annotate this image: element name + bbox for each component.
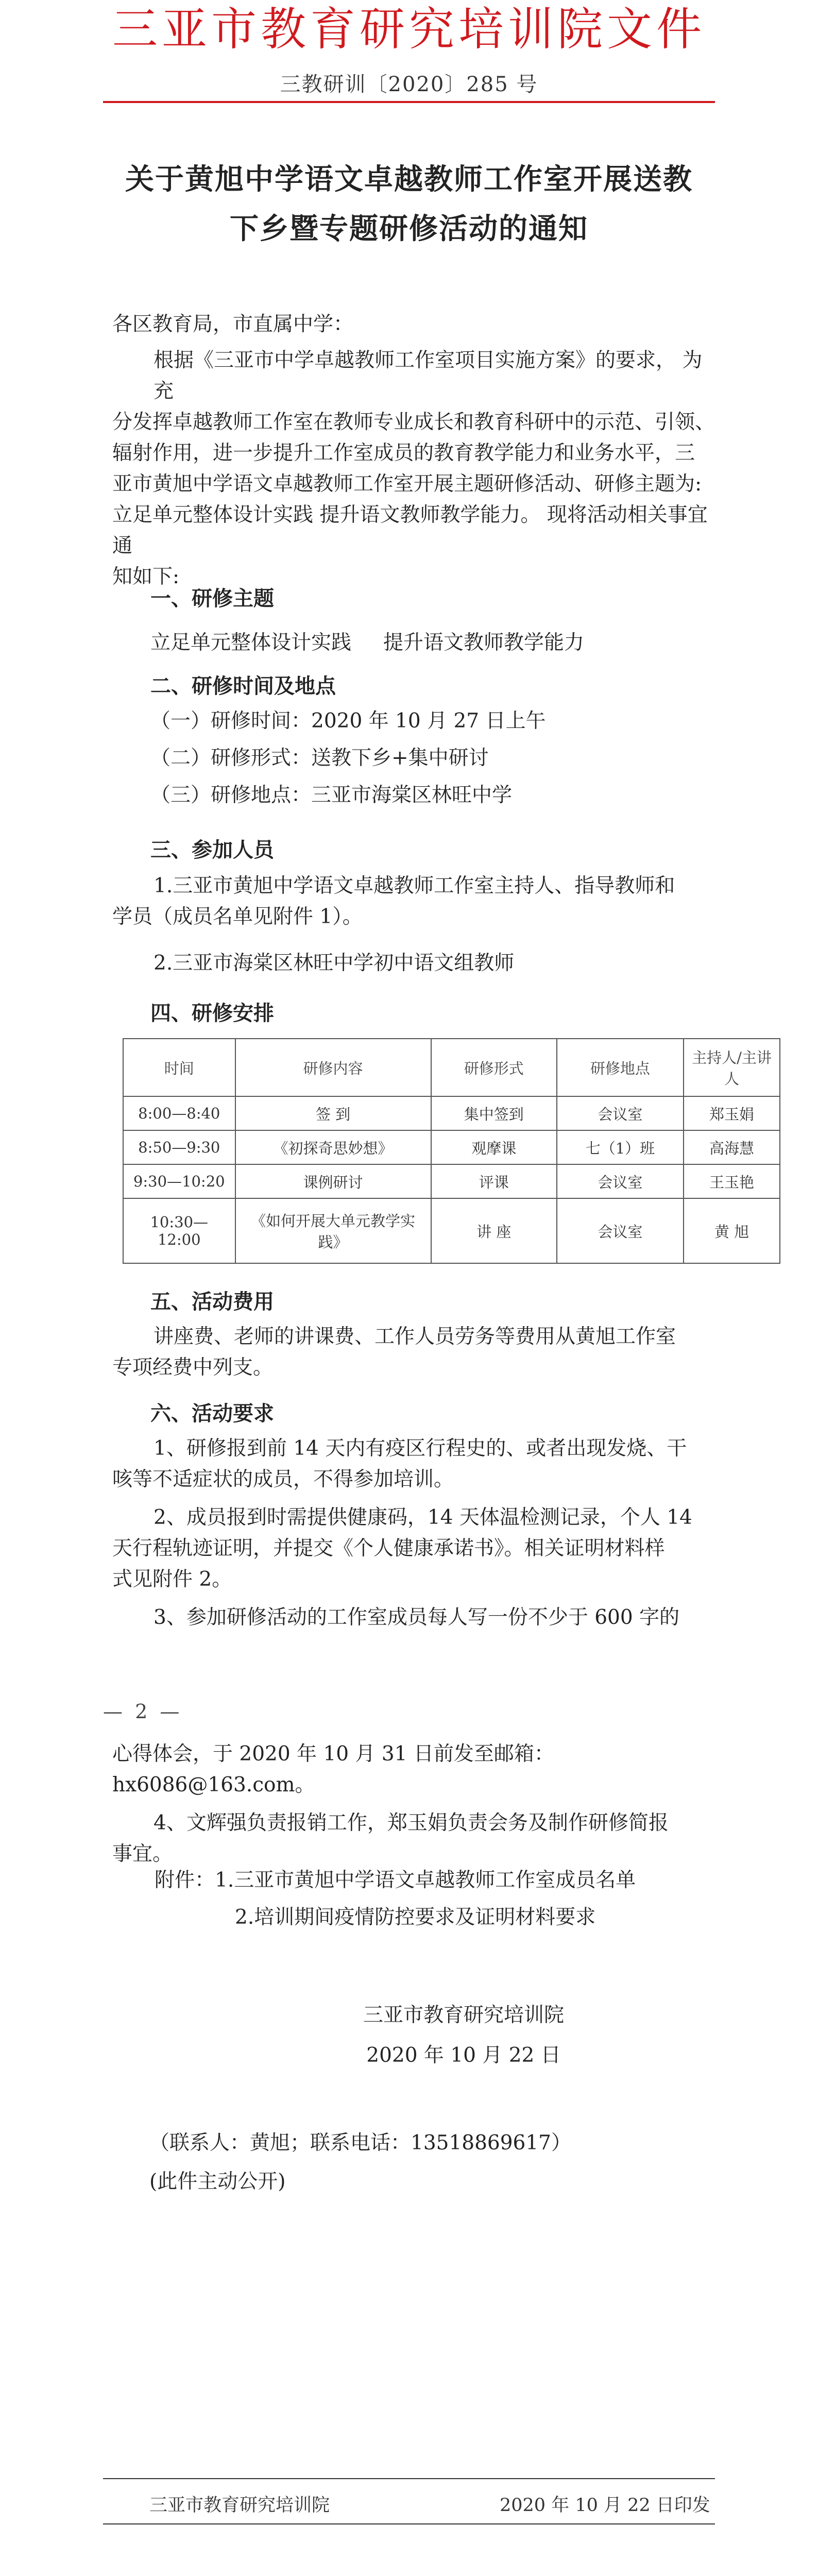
cell-form: 评课 (431, 1164, 557, 1198)
salutation: 各区教育局，市直属中学： (112, 313, 354, 336)
cell-host: 高海慧 (684, 1130, 780, 1164)
requirement-1-line1: 1、研修报到前 14 天内有疫区行程史的、或者出现发烧、干 (154, 1437, 687, 1460)
intro-line: 分发挥卓越教师工作室在教师专业成长和教育科研中的示范、引领、 (112, 411, 715, 434)
footer-bottom-line (103, 2523, 715, 2524)
table-row (123, 1164, 780, 1198)
requirements-paragraph (112, 1433, 715, 1633)
fees-paragraph (112, 1321, 715, 1383)
schedule-table (123, 1038, 780, 1264)
contact-info: （联系人：黄旭；联系电话：13518869617） (149, 2131, 571, 2155)
cell-content: 签 到 (235, 1096, 431, 1130)
footer-issuer: 三亚市教育研究培训院 (149, 2495, 330, 2516)
intro-line: 根据《三亚市中学卓越教师工作室项目实施方案》的要求， 为充 (154, 349, 703, 403)
schedule-header-row (123, 1039, 780, 1096)
intro-line: 辐射作用，进一步提升工作室成员的教育教学能力和业务水平，三 (112, 442, 695, 465)
requirement-3-line2: 心得体会，于 2020 年 10 月 31 日前发至邮箱：hx6086@163.com。 (112, 1742, 554, 1797)
requirement-4-line2: 事宜。 (112, 1842, 173, 1866)
footer-top-line (103, 2478, 715, 2479)
header-divider (103, 101, 715, 103)
topic-text: 立足单元整体设计实践 提升语文教师教学能力 (150, 631, 584, 654)
requirements-continued (112, 1739, 715, 1870)
table-row (123, 1096, 780, 1130)
intro-line: 立足单元整体设计实践 提升语文教师教学能力。 现将活动相关事宜通 (112, 503, 708, 557)
form-item: （二）研修形式：送教下乡+集中研讨 (150, 747, 489, 770)
cell-time: 8:00—8:40 (123, 1096, 235, 1130)
attachment-item-2: 2.培训期间疫情防控要求及证明材料要求 (235, 1906, 596, 1929)
table-row (123, 1198, 780, 1263)
cell-time: 9:30—10:20 (123, 1164, 235, 1198)
cell-time: 8:50—9:30 (123, 1130, 235, 1164)
place-item: （三）研修地点：三亚市海棠区林旺中学 (150, 784, 513, 807)
requirement-2-line1: 2、成员报到时需提供健康码，14 天体温检测记录，个人 14 (154, 1506, 692, 1529)
intro-paragraph (112, 345, 715, 592)
participant-item-2: 2.三亚市海棠区林旺中学初中语文组教师 (154, 952, 515, 975)
cell-place: 会议室 (557, 1096, 684, 1130)
cell-content: 《初探奇思妙想》 (235, 1130, 431, 1164)
notice-title (103, 155, 715, 253)
requirement-2-line3: 式见附件 2。 (112, 1568, 232, 1591)
section-heading-topic: 一、研修主题 (150, 587, 274, 611)
cell-form: 观摩课 (431, 1130, 557, 1164)
cell-place: 会议室 (557, 1198, 684, 1263)
column-header-place: 研修地点 (557, 1039, 684, 1096)
attachments-label: 附件： (155, 1869, 215, 1892)
signature-block (319, 2000, 608, 2071)
cell-host: 郑玉娟 (684, 1096, 780, 1130)
column-header-content: 研修内容 (235, 1039, 431, 1096)
requirement-3-line1: 3、参加研修活动的工作室成员每人写一份不少于 600 字的 (154, 1606, 680, 1629)
cell-content: 《如何开展大单元教学实践》 (235, 1198, 431, 1263)
section-heading-fees: 五、活动费用 (150, 1290, 274, 1314)
intro-line: 知如下: (112, 565, 180, 588)
cell-place: 会议室 (557, 1164, 684, 1198)
cell-host: 黄 旭 (684, 1198, 780, 1263)
fees-line1: 讲座费、老师的讲课费、工作人员劳务等费用从黄旭工作室 (154, 1325, 676, 1348)
requirement-4-line1: 4、文辉强负责报销工作，郑玉娟负责会务及制作研修简报 (154, 1811, 669, 1835)
participants-list (112, 871, 715, 979)
time-place-list (150, 706, 546, 811)
cell-time: 10:30—12:00 (123, 1198, 235, 1263)
attachments (155, 1865, 636, 1933)
cell-form: 集中签到 (431, 1096, 557, 1130)
time-item: （一）研修时间：2020 年 10 月 27 日上午 (150, 709, 546, 733)
notice-title-line1: 关于黄旭中学语文卓越教师工作室开展送教 (125, 162, 693, 196)
cell-form: 讲 座 (431, 1198, 557, 1263)
table-row (123, 1130, 780, 1164)
column-header-host: 主持人/主讲人 (684, 1039, 780, 1096)
attachment-item-1: 1.三亚市黄旭中学语文卓越教师工作室成员名单 (215, 1869, 636, 1892)
public-disclosure: (此件主动公开) (149, 2170, 286, 2193)
section-heading-participants: 三、参加人员 (150, 838, 274, 862)
requirement-2-line2: 天行程轨迹证明，并提交《个人健康承诺书》。相关证明材料样 (112, 1537, 665, 1560)
section-heading-requirements: 六、活动要求 (150, 1402, 274, 1426)
requirement-1-line2: 咳等不适症状的成员，不得参加培训。 (112, 1468, 454, 1491)
document-header-title: 三亚市教育研究培训院文件 (112, 5, 706, 55)
intro-line: 亚市黄旭中学语文卓越教师工作室开展主题研修活动、研修主题为: (112, 472, 702, 496)
signature-org: 三亚市教育研究培训院 (363, 2004, 564, 2027)
column-header-form: 研修形式 (431, 1039, 557, 1096)
fees-line2: 专项经费中列支。 (112, 1356, 274, 1379)
participant-item-1-line1: 1.三亚市黄旭中学语文卓越教师工作室主持人、指导教师和 (154, 874, 675, 897)
section-heading-schedule: 四、研修安排 (150, 1002, 274, 1025)
document-number: 三教研训〔2020〕285 号 (280, 73, 538, 96)
notice-title-line2: 下乡暨专题研修活动的通知 (230, 212, 588, 246)
page-number-2: — 2 — (103, 1700, 183, 1723)
footer-issue-date: 2020 年 10 月 22 日印发 (500, 2495, 710, 2516)
section-heading-time-place: 二、研修时间及地点 (150, 674, 336, 698)
column-header-time: 时间 (123, 1039, 235, 1096)
participant-item-1-line2: 学员（成员名单见附件 1）。 (112, 905, 363, 928)
signature-date: 2020 年 10 月 22 日 (366, 2044, 561, 2067)
attachment-line-1 (155, 1865, 636, 1896)
cell-content: 课例研讨 (235, 1164, 431, 1198)
cell-place: 七（1）班 (557, 1130, 684, 1164)
cell-host: 王玉艳 (684, 1164, 780, 1198)
